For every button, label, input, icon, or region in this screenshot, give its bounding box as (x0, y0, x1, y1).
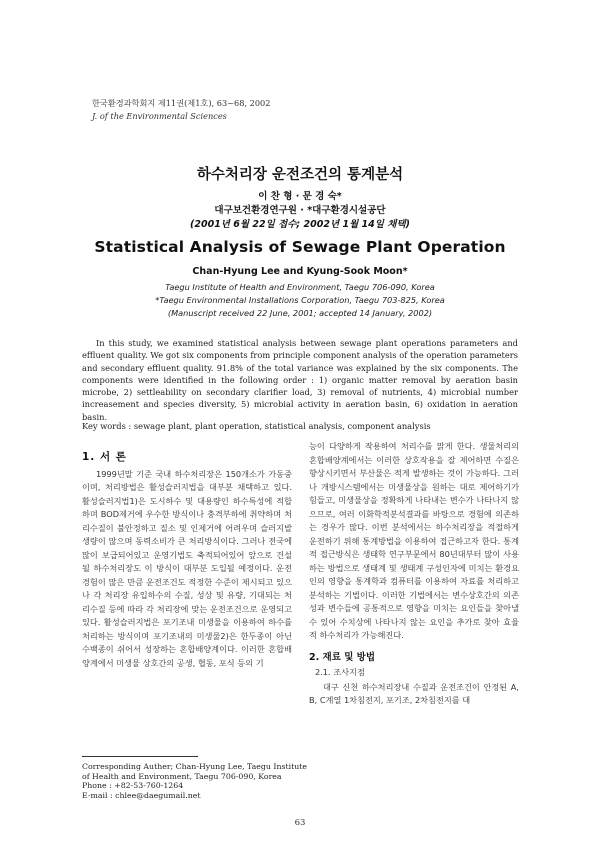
page-number: 63 (294, 818, 306, 828)
affiliation-line-1: Taegu Institute of Health and Environment, Taegu 706-090, Korea (165, 282, 435, 292)
abstract-text: In this study, we examined statistical analysis between sewage plant operations parameters and effluent quality. We got six components from principle component analysis of the operation parameters and secondary effluent quality. 91.8% of the total variance was explained by the six components. The components were identified in the following order : 1) organic matter removal by aeration basin microbe, 2) settleability on secondary clarifier load, 3) removal of nutrients, 4) microbial number increasement and species diversity, 5) microbial activity in aeration basin, 6) oxidation in aeration basin. (82, 338, 518, 422)
affiliation-english (0, 281, 600, 321)
footnote-line-1: Corresponding Auther; Chan-Hyung Lee, Taegu Institute (82, 762, 308, 771)
author-names-korean: 이 찬 형 · 문 경 숙* (258, 191, 342, 202)
authors-korean (0, 190, 600, 232)
section-heading-introduction: 1. 서 론 (82, 451, 127, 463)
footnote-divider (82, 756, 198, 757)
section-heading-methods: 2. 재료 및 방법 (309, 651, 376, 663)
left-column (82, 451, 292, 670)
corresponding-author-footnote (82, 762, 307, 800)
journal-header (92, 97, 270, 123)
footnote-line-2: of Health and Environment, Taegu 706-090, Korea (82, 771, 282, 781)
keywords: Key words : sewage plant, plant operation, statistical analysis, component analysis (82, 421, 431, 431)
footnote-email: E-mail : chlee@daegumail.net (82, 790, 201, 800)
subsection-heading-site: 2.1. 조사지점 (315, 667, 365, 677)
introduction-paragraph-2: 능이 다양하게 작용하여 처리수를 맑게 한다. 생물처리의 혼합배양계에서는 이러한 상호작용을 잘 제어하면 수질은 향상시키면서 부산물은 적게 발생하는 것이 가능하다. 그러나 개방시스템에서는 미생물상을 원하는 대로 제어하기가 힘들고, 미생물상을 정확하게 나타내는 변수가 나타나지 않으므로, 여러 이화학적분석결과를 바탕으로 경험에 의존하는 경우가 많다. 이번 분석에서는 하수처리장을 적절하게 운전하기 위해 통계방법을 이용하여 접근하고자 한다. 통계적 접근방식은 생태학 연구부문에서 80년대부터 많이 사용하는 방법으로 생태계 및 생태계 구성인자에 미치는 환경요인의 영향을 통계학과 컴퓨터를 이용하여 자료를 처리하고 분석하는 기법이다. 이러한 기법에서는 변수상호간의 의존성과 변수들에 공통적으로 영향을 미치는 요인들을 찾아낼 수 있어 수치상에 나타나지 않는 요인을 추가로 찾아 효율적 하수처리가 가능해진다. (309, 441, 519, 640)
affiliation-korean: 대구보건환경연구원 · *대구환경시설공단 (214, 205, 386, 216)
methods-paragraph: 대구 신천 하수처리장내 수질과 운전조건이 안정된 A, B, C계열 1차침전지, 포기조, 2차침전지를 대 (309, 681, 519, 705)
journal-citation: 한국환경과학회지 제11권(제1호), 63~68, 2002 (92, 98, 271, 108)
affiliation-line-2: *Taegu Environmental Installations Corporation, Taegu 703-825, Korea (155, 295, 445, 306)
manuscript-dates-english: (Manuscript received 22 June, 2001; accepted 14 January, 2002) (167, 308, 433, 319)
right-column (309, 440, 519, 708)
paper-title-english: Statistical Analysis of Sewage Plant Operation (94, 238, 506, 256)
paper-title-korean: 하수처리장 운전조건의 통계분석 (196, 167, 404, 183)
footnote-phone: Phone : +82-53-760-1264 (82, 781, 184, 791)
abstract (82, 337, 518, 423)
manuscript-dates-korean: (2001년 6월 22일 접수; 2002년 1월 14일 채택) (190, 219, 410, 230)
authors-english: Chan-Hyung Lee and Kyung-Sook Moon* (192, 266, 408, 277)
introduction-paragraph-1: 1999년말 기준 국내 하수처리장은 150개소가 가동중이며, 처리방법은 활성슬러지법을 대부분 채택하고 있다. 활성슬러지법1)은 도시하수 및 대용량인 하수특성에 적합하며 BOD제거에 우수한 방식이나 충격부하에 취약하며 처리수질이 불안정하고 질소 및 인제거에 어려우며 슬러지발생량이 많으며 동력소비가 큰 처리방식이다. 그러나 전국에 많이 보급되어있고 운영기법도 축적되어있어 앞으로 건설될 하수처리장도 이 방식이 대부분 도입될 예정이다. 운전경험이 많은 만큼 운전조건도 적정한 수준이 제시되고 있으나 각 처리장 유입하수의 수질, 성상 및 유량, 기대되는 처리수질 등에 따라 각 처리장에 맞는 운전조건으로 운영되고 있다. 활성슬러지법은 포기조내 미생물을 이용하여 하수를 처리하는 방식이며 포기조내의 미생물2)은 한두종이 아닌 수백종이 쉬어서 성장하는 혼합배양계이다. 이러한 혼합배양계에서 미생물 상호간의 공생, 협동, 포식 등의 기 (82, 468, 292, 668)
journal-name-en: J. of the Environmental Sciences (92, 111, 227, 121)
